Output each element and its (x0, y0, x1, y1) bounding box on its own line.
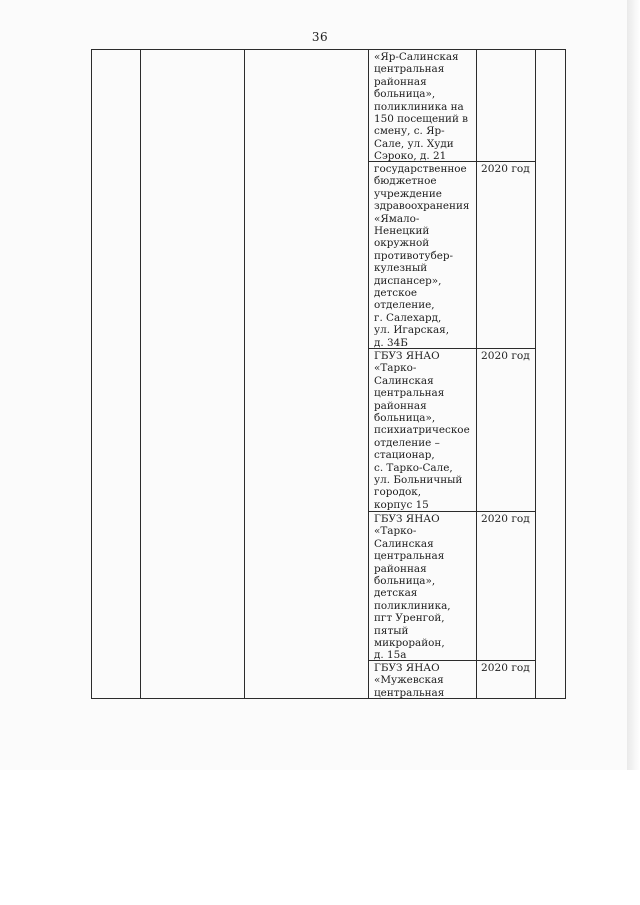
year-cell: 2020 год (481, 513, 530, 525)
year-cell: 2020 год (481, 163, 530, 175)
institution-cell: ГБУЗ ЯНАО «Мужевская центральная (374, 662, 445, 699)
institution-cell: ГБУЗ ЯНАО «Тарко- Салинская центральная районная больница», детская поликлиника, пгт Уренгой, пятый микрорайон, д. 15а (374, 513, 451, 662)
page-number: 36 (311, 30, 329, 44)
column-divider (244, 50, 245, 698)
facilities-table (91, 49, 566, 699)
institution-cell: «Яр-Салинская центральная районная больница», поликлиника на 150 посещений в смену, с. Яр- Сале, ул. Худи Сэроко, д. 21 (374, 51, 469, 163)
year-cell: 2020 год (481, 662, 530, 674)
institution-cell: государственное бюджетное учреждение здравоохранения «Ямало- Ненецкий окружной противотубер- кулезный диспансер», детское отделение, г. Салехард, ул. Игарская, д. 34Б (374, 163, 470, 349)
column-divider (476, 50, 477, 698)
year-cell: 2020 год (481, 350, 530, 362)
column-divider (368, 50, 369, 698)
page-edge-shadow (627, 0, 640, 770)
column-divider (140, 50, 141, 698)
column-divider (535, 50, 536, 698)
institution-cell: ГБУЗ ЯНАО «Тарко- Салинская центральная районная больница», психиатрическое отделение – стационар, с. Тарко-Сале, ул. Больничный городок, корпус 15 (374, 350, 470, 511)
